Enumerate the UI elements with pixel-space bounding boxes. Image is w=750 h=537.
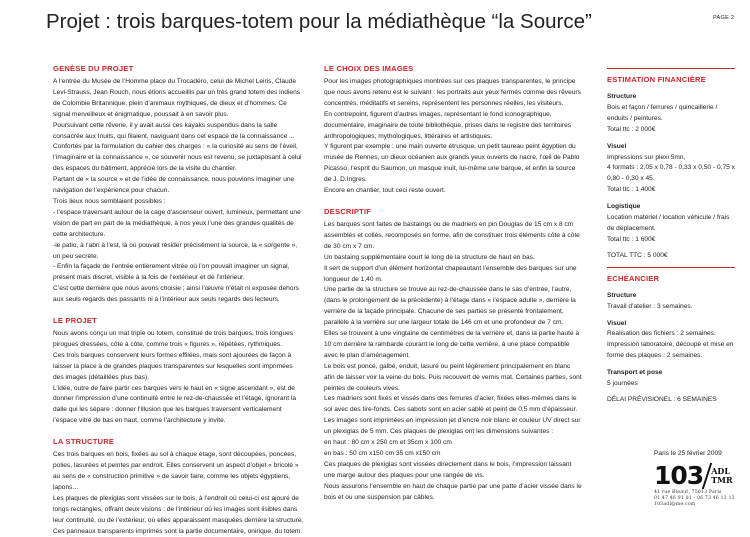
paragraph: Ces panneaux transparents imprimés sont la partie documentaire, onirique, du totem.	[53, 527, 303, 535]
paragraph: en haut : 80 cm x 250 cm et 35cm x 100 cm	[324, 439, 452, 447]
paragraph: Confortés par la formulation du cahier des charges : « la curiosité au sens de l’éveil, l’imaginaire et la connaissance », ce souvenir nous est revenu, se juxtaposant à celui des espaces du bâtiment, apprécié lors de la visite du chantier.	[53, 143, 302, 173]
paragraph: Les madriers sont fixés et vissés dans des ferrures d’acier, fixées elles-mêmes dans le sol avec des tire-fonds. Ces sabots sont en acier sablé et peint de 0,5 mm d’épaisseur.	[324, 395, 578, 414]
block-line: 5 journées	[607, 380, 638, 388]
paragraph: Le bois est poncé, galbé, enduit, lasuré ou peint légèrement principalement en blanc afin de laisser voir la veine du bois. Puis recouvert de vernis mat. Certaines parties, sont peintes de couleurs vives.	[324, 362, 582, 392]
paragraph: L’idée, outre de faire partir ces barques vers le haut en « signe ascendant », est de donner l’impression d’une continuité entre le rez-de-chaussée et l’étage, ignorant la dalle qui les sépare : donner l’illusion que les barques traversent verticalement l’espace vitré de bas en haut, comme l’architecture y invite.	[53, 384, 297, 425]
paragraph: Nous avons conçu un mat triple ou totem, constitué de trois barques, trois longues pirogues dressées, côte à côte, comme trois « figures », répétées, rythmiques.	[53, 330, 294, 348]
paragraph: Y figurent par exemple : une main ouverte étrusque, un petit taureau peint égyptien du musée de Rennes, un dieux océanien aux grands yeux ouverts de nacre, l’œil de Pablo Picasso, l’esprit du Saumon, un masque inuit, lui-même une barque, et enfin la source de J. D.Ingres.	[324, 143, 580, 184]
paragraph: Les barques sont faites de bastaings ou de madriers en pin Douglas de 15 cm x 8 cm assemblés et collés, recomposés en forme, afin de constituer trois éléments côte à côte de 30 cm x 7 cm.	[324, 220, 580, 250]
section-heading-estimation: ESTIMATION FINANCIÈRE	[607, 75, 706, 84]
logo-tmr-text: TMR	[711, 475, 733, 485]
studio-phones: 01 47 46 91 01 - 06 73 46 13 13	[654, 496, 735, 501]
logo-103-adl-tmr	[654, 461, 738, 508]
block-label: Structure	[607, 291, 637, 299]
block-label: Transport et pose	[607, 369, 663, 377]
paragraph: Trois lieux nous semblaient possibles :	[53, 197, 166, 205]
divider	[607, 68, 735, 69]
paragraph: Ces plaques de plexiglas sont vissées directement dans le bois, l’impression laissant une marge autour des plaques pour une rangée de vis.	[324, 460, 572, 479]
block-label: Visuel	[607, 142, 627, 150]
paragraph: - l’espace traversant autour de la cage d’ascenseur ouvert, lumineux, permettant une vision de part en part de la médiathèque, à nos yeux l’une des grandes qualités de cette architecture.	[53, 208, 301, 238]
paragraph: Elles se trouvent à une vingtaine de centimètres de la verrière et, dans la partie haute à 10 cm derrière la rambarde courant le long de cette verrière, à une place compatible avec le plan d’aménagement.	[324, 330, 580, 359]
page-number: PAGE 2	[713, 15, 735, 21]
paragraph: Ces trois barques en bois, fixées au sol à chaque étage, sont découpées, poncées, polies, lasurées et peintes par endroit. Elles conservent un aspect d’objet « bricolé » au sens de « construction primitive » de savoir faire, comme les objets égyptiens, lapons…	[53, 451, 299, 491]
paragraph: Encore en chantier, tout ceci reste ouvert.	[324, 187, 446, 195]
block-line: Bois et façon / ferrures / quincaillerie / enduits / peintures.	[607, 103, 718, 122]
block-line: Impressions sur plexi 5mn,	[607, 153, 686, 161]
logo-adl-text: ADL	[711, 466, 730, 476]
studio-email: 103adl@me.com	[654, 502, 696, 507]
block-line: Impression laboratoire, découpe et mise en forme des plaques : 2 semaines.	[607, 341, 734, 360]
section-heading-echeancier: ECHÉANCIER	[607, 273, 660, 283]
paragraph: Il sert de support d’un élément horizontal chapeautant l’ensemble des barques sur une longueur de 1,40 m.	[324, 264, 577, 283]
logo-number: 103	[654, 461, 704, 490]
paragraph: Une partie de la structure se trouve au rez-de-chaussée dans le sas d’entrée, l’autre, (dans le prolongement de la précédente) à l’étage dans « l’espace adulte », derrière la verrière de la façade principale. Chacune de ses parties se présente frontalement, parallèle à la verrière sur une largeur totale de 146 cm et une profondeur de 7 cm.	[324, 286, 576, 327]
paragraph: Les images sont imprimées en impression jet d’encre noir blanc et couleur UV direct sur un plexiglas de 5 mm. Ces plaques de plexiglas ont les dimensions suivantes :	[324, 417, 581, 436]
paragraph: Poursuivant cette rêverie, il y avait aussi ces kayaks suspendus dans la salle consacrée aux Inuits, qui filaient, naviguant dans cet espace de la connaissance ...	[53, 121, 295, 140]
paragraph: - Enfin la façade de l’entrée entièrement vitrée où l’on pouvait imaginer un signal, présent mais discret, visible à la fois de l’extérieur et de l’intérieur.	[53, 263, 290, 282]
logo-letters	[711, 467, 732, 485]
signature-date: Paris le 25 février 2009	[654, 450, 722, 457]
paragraph: A l’entrée du Musée de l’Homme place du Trocadéro, celui de Michel Leiris, Claude Levi-Strauss, Jean Rouch, nous étions accueillis par un très grand totem des indiens de Colombie Britannique, plein d’animaux mythiques, de dieux et d’hommes. Ce signal merveilleux et énigmatique, poussait à en savoir plus.	[53, 78, 301, 118]
paragraph: Partant de « la source » et de l’idée de connaissance, nous pouvions imaginer une navigation de l’expérience pour chacun.	[53, 176, 295, 195]
page-title: Projet : trois barques-totem pour la médiathèque “la Source”	[46, 10, 592, 33]
paragraph: Les plaques de plexiglas sont vissées sur le bois, à l’endroit où celui-ci est ajouré de longs rectangles, offrant deux visions : de l’intérieur où les images sont lisibles dans leur continuité, ou de l’extérieur, où elles apparaissent masquées derrière la structure.	[53, 494, 304, 524]
section-heading-projet: LE PROJET	[53, 316, 97, 326]
column-left	[53, 63, 305, 537]
paragraph: Un bastaing supplémentaire court le long de la structure de haut en bas.	[324, 253, 535, 261]
paragraph: en bas : 50 cm x150 cm 35 cm x150 cm	[324, 450, 441, 457]
block-line: Réalisation des fichiers : 2 semaines.	[607, 330, 716, 338]
block-line: 4 formats : 2,05 x 0,78 - 0,33 x 0,50 - 0,75 x 0,80 - 0,30 x 45.	[607, 164, 735, 183]
divider	[607, 267, 735, 268]
column-right	[607, 68, 735, 406]
section-heading-genese: GENÈSE DU PROJET	[53, 64, 134, 73]
paragraph: Ces trois barques conservent leurs formes effilées, mais sont ajourées de façon à laisser la place à de grandes plaques transparentes sur lesquelles sont imprimées des images (détaillées plus bas).	[53, 351, 293, 381]
block-line: Travail d’atelier : 3 semaines.	[607, 302, 693, 310]
section-heading-structure: LA STRUCTURE	[53, 437, 115, 447]
paragraph: Nous assurons l’ensemble en haut de chaque partie par une patte d’acier vissée dans le bois et ou une suspension par câbles.	[324, 482, 582, 501]
block-line: Location matériel / location véhicule / frais de déplacement.	[607, 214, 730, 232]
column-middle	[324, 63, 582, 504]
total-cost: TOTAL TTC : 5 000€	[607, 251, 668, 259]
block-line: Total ttc : 1 400€	[607, 186, 656, 194]
paragraph: C’est cette dernière que nous avons choisie ; ainsi l’œuvre n’était ni exposée dehors aux seuls regards des passants ni à l’intérieur aux seuls regards des lecteurs.	[53, 285, 299, 304]
delai-previsionnel: DÉLAI PRÉVISIONEL : 6 SEMAINES	[607, 395, 717, 403]
paragraph: -le patio, à l’abri à l’est, là où pouvait résider précisément la source, la « sorgente », un peu secrète.	[53, 241, 298, 260]
block-label: Structure	[607, 93, 637, 100]
block-line: Total ttc : 1 600€	[607, 235, 656, 243]
block-line: Total ttc : 2 000€	[607, 125, 656, 133]
paragraph: En contrepoint, figurent d’autres images, représentant le fond iconographique, documentaire, imaginaire de toute bibliothèque, prises dans le registre des territoires anthropologiques, mythologiques, littéraires et artistiques.	[324, 110, 572, 140]
block-label: Visuel	[607, 319, 627, 327]
studio-address: 41 rue Bleaut, 75013 Paris	[654, 490, 722, 495]
paragraph: Pour les images photographiques montrées sur ces plaques transparentes, le principe que nous avons retenu est le suivant : les portraits aux yeux fermés comme des rêveurs concentrés, méditatifs et sereins, représentent les personnes réelles, les visiteurs.	[324, 78, 581, 107]
section-heading-descriptif: DESCRIPTIF	[324, 206, 372, 216]
block-label: Logistique	[607, 203, 641, 211]
section-heading-images: LE CHOIX DES IMAGES	[324, 64, 414, 73]
